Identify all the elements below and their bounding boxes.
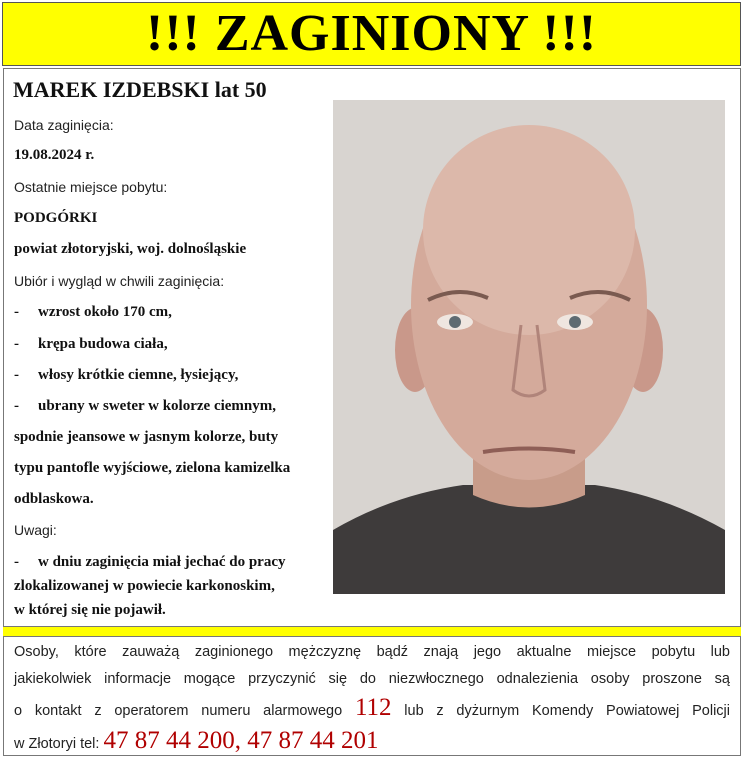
- appearance-item: - ubrany w sweter w kolorze ciemnym,: [14, 398, 277, 414]
- person-name: MAREK IZDEBSKI lat 50: [13, 77, 267, 102]
- notes-line: w której się nie pojawił.: [14, 602, 166, 618]
- police-phone-numbers: 47 87 44 200, 47 87 44 201: [103, 727, 379, 754]
- page-title: !!! ZAGINIONY !!!: [145, 5, 598, 62]
- footer-line: o kontakt z operatorem numeru alarmowego 112 lub z dyżurnym Komendy Powiatowej Policji: [14, 694, 730, 721]
- emergency-number: 112: [354, 694, 392, 721]
- appearance-label: Ubiór i wygląd w chwili zaginięcia:: [14, 273, 225, 289]
- footer-line: w Złotoryi tel: 47 87 44 200, 47 87 44 201: [14, 727, 379, 754]
- contact-info: [14, 639, 730, 759]
- portrait-illustration: [333, 100, 725, 594]
- appearance-continuation: odblaskowa.: [14, 491, 94, 507]
- place-value: PODGÓRKI: [14, 210, 98, 226]
- date-value: 19.08.2024 r.: [14, 147, 95, 163]
- date-label: Data zaginięcia:: [14, 117, 114, 133]
- appearance-item: - krępa budowa ciała,: [14, 336, 168, 352]
- header-banner: [2, 2, 741, 66]
- footer-line: Osoby, które zauważą zaginionego mężczyznę bądź znają jego aktualne miejsce pobytu lub: [14, 644, 730, 660]
- notes-line: - w dniu zaginięcia miał jechać do pracy: [14, 554, 286, 570]
- appearance-item: - wzrost około 170 cm,: [14, 304, 172, 320]
- appearance-item: - włosy krótkie ciemne, łysiejący,: [14, 367, 239, 383]
- footer-divider: [3, 626, 741, 637]
- missing-person-photo: [333, 100, 725, 594]
- appearance-continuation: spodnie jeansowe w jasnym kolorze, buty: [14, 429, 279, 445]
- place-label: Ostatnie miejsce pobytu:: [14, 179, 168, 195]
- notes-label: Uwagi:: [14, 522, 57, 538]
- footer-line: jakiekolwiek informacje mogące przyczynić się do niezwłocznego odnalezienia osoby proszone są: [14, 671, 730, 687]
- appearance-continuation: typu pantofle wyjściowe, zielona kamizelka: [14, 460, 291, 476]
- notes-line: zlokalizowanej w powiecie karkonoskim,: [14, 578, 275, 594]
- region-value: powiat złotoryjski, woj. dolnośląskie: [14, 241, 247, 257]
